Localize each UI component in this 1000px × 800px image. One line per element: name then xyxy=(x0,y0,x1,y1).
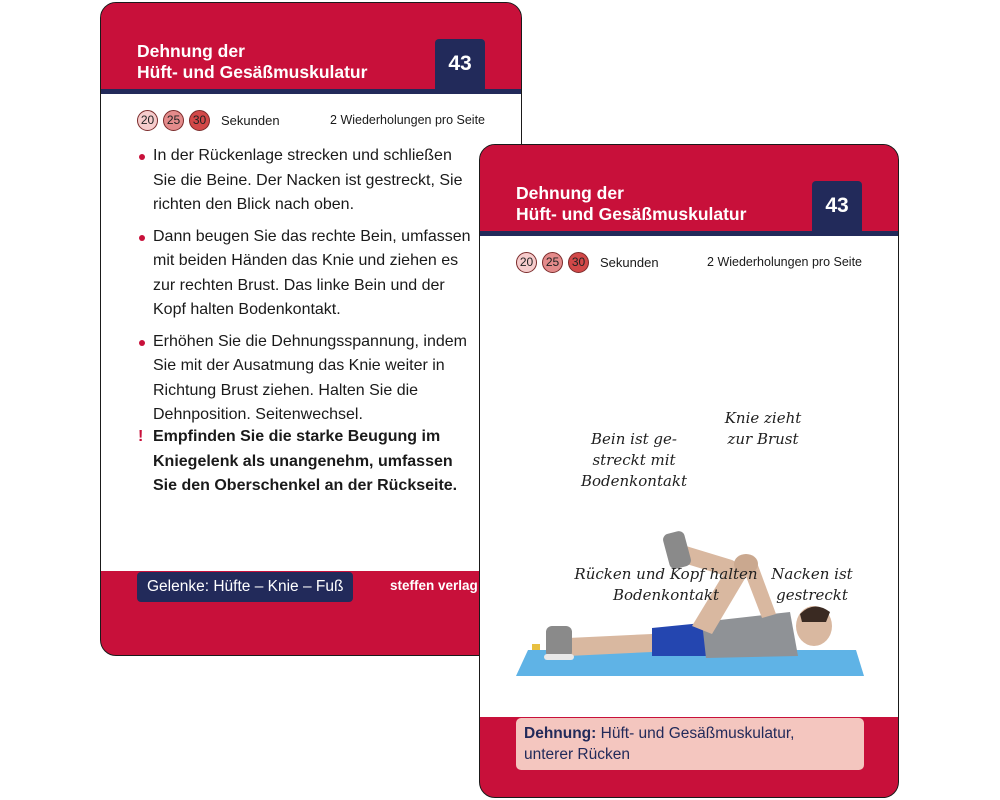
duration-circle-25: 25 xyxy=(542,252,563,273)
shoe-sole xyxy=(544,654,574,660)
card-body xyxy=(101,94,521,571)
instruction-item: In der Rückenlage strecken und schließen Sie die Beine. Der Nacken ist gestreckt, Sie richten den Blick nach oben. xyxy=(137,144,479,218)
repetitions-label: 2 Wiederholungen pro Seite xyxy=(707,255,862,269)
instruction-item: Dann beugen Sie das rechte Bein, umfassen mit beiden Händen das Knie und ziehen es zur rechten Brust. Das linke Bein und der Kopf halten Bodenkontakt. xyxy=(137,225,479,323)
mat-marker xyxy=(532,644,540,650)
joints-label: Gelenke: Hüfte – Knie – Fuß xyxy=(137,572,353,602)
duration-unit: Sekunden xyxy=(221,112,280,128)
title-line-1: Dehnung der xyxy=(516,183,624,203)
duration-circle-30: 30 xyxy=(189,110,210,131)
warning-icon: ! xyxy=(138,428,144,445)
card-title xyxy=(137,41,367,83)
back-card xyxy=(100,2,522,656)
duration-row xyxy=(137,108,485,132)
stretch-target-box xyxy=(516,718,864,770)
duration-circle-20: 20 xyxy=(516,252,537,273)
card-body xyxy=(480,236,898,717)
instruction-item: Erhöhen Sie die Dehnungsspannung, indem Sie mit der Ausatmung das Knie weiter in Richtung Brust ziehen. Halten Sie die Dehnposition. Seitenwechsel. xyxy=(137,330,479,428)
repetitions-label: 2 Wiederholungen pro Seite xyxy=(330,113,485,127)
instruction-list xyxy=(137,144,479,435)
duration-circle-30: 30 xyxy=(568,252,589,273)
annotation-knee-chest: Knie zieht zur Brust xyxy=(724,409,802,448)
hair xyxy=(800,606,830,622)
duration-circle-20: 20 xyxy=(137,110,158,131)
warning-text: Empfinden Sie die starke Beugung im Kniegelenk als unangenehm, umfassen Sie den Oberschenkel an der Rückseite. xyxy=(153,428,458,494)
annotation-leg-straight: Bein ist ge- streckt mit Bodenkontakt xyxy=(580,430,688,490)
stretch-target-text: Hüft- und Gesäßmuskulatur, unterer Rücken xyxy=(524,725,795,763)
duration-circle-25: 25 xyxy=(163,110,184,131)
duration-unit: Sekunden xyxy=(600,254,659,270)
card-title xyxy=(516,183,746,225)
title-line-2: Hüft- und Gesäßmuskulatur xyxy=(137,62,368,82)
annotation-back-head: Rücken und Kopf halten Bodenkontakt xyxy=(574,565,758,604)
exercise-number-badge: 43 xyxy=(435,39,485,89)
card-header xyxy=(101,3,521,91)
title-line-1: Dehnung der xyxy=(137,41,245,61)
publisher-logo: steffen verlag xyxy=(390,578,478,593)
shoe-left xyxy=(546,626,572,658)
front-card xyxy=(479,144,899,798)
title-line-2: Hüft- und Gesäßmuskulatur xyxy=(516,204,747,224)
warning-note xyxy=(137,425,479,499)
exercise-number-badge: 43 xyxy=(812,181,862,231)
annotation-neck: Nacken ist gestreckt xyxy=(771,565,853,604)
stretch-target-label: Dehnung: xyxy=(524,725,597,742)
card-header xyxy=(480,145,898,233)
